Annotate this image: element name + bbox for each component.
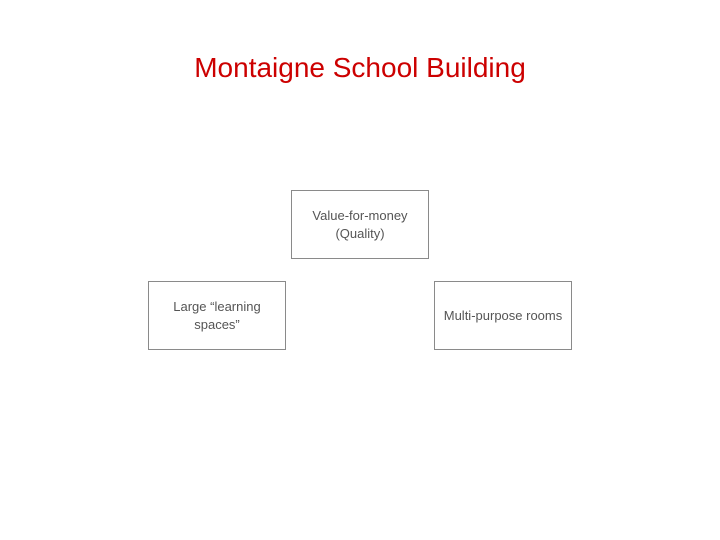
slide-title: Montaigne School Building: [194, 52, 526, 83]
diagram-node-value-for-money: [291, 190, 429, 259]
diagram-node-multi-purpose-rooms: [434, 281, 572, 350]
diagram-node-label: Value-for-money (Quality): [312, 207, 408, 241]
diagram-node-learning-spaces: [148, 281, 286, 350]
diagram-node-label: Large “learning spaces”: [173, 298, 261, 332]
diagram-node-label: Multi-purpose rooms: [443, 307, 563, 323]
